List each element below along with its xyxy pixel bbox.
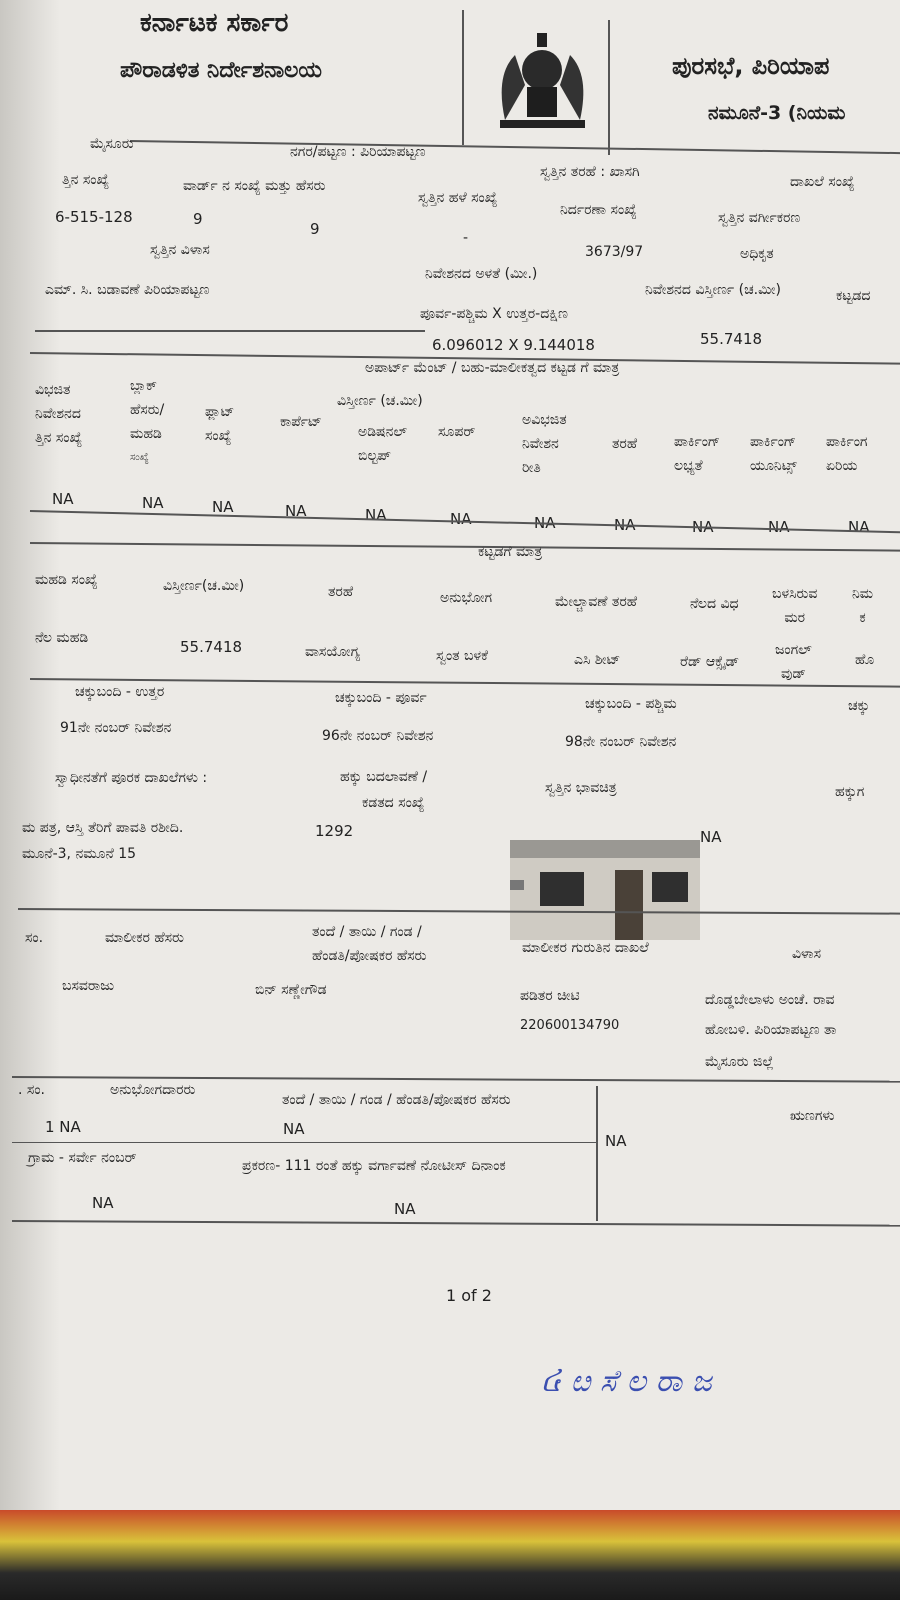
apt-header-10: ಪಾರ್ಕಿಂಗ್ ಯೂನಿಟ್ಸ್ <box>750 434 797 474</box>
handwritten-signature: ៤ ೞ ಸೆ ಲ ರಾ ಜ <box>540 1364 712 1399</box>
address: ಎಮ್. ಸಿ. ಬಡಾವಣೆ ಪಿರಿಯಾಪಟ್ಟಣ <box>45 282 210 298</box>
divider <box>35 330 425 332</box>
building-header: ಮೇಲ್ಚಾವಣೆ ತರಹೆ <box>555 594 638 610</box>
area-label: ನಿವೇಶನದ ವಿಸ್ತೀರ್ಣ (ಚ.ಮೀ) <box>645 282 781 298</box>
rights-value: NA <box>700 828 722 846</box>
apt-value: NA <box>848 518 870 536</box>
owner-name-label: ಮಾಲೀಕರ ಹೆಸರು <box>105 930 184 946</box>
west-value: 98ನೇ ನಂಬರ್ ನಿವೇಶನ <box>565 734 677 750</box>
reg-no: 3673/97 <box>585 244 644 260</box>
municipality-title: ಪುರಸಭೆ, ಪಿರಿಯಾಪ <box>672 52 830 80</box>
owner-address: ಹೋಬಳಿ. ಪಿರಿಯಾಪಟ್ಟಣ ತಾ <box>705 1022 837 1038</box>
divider <box>30 542 900 552</box>
building-value: ನೆಲ ಮಹಡಿ <box>35 630 89 646</box>
apt-header-11: ಪಾರ್ಕಿಂಗ ಏರಿಯ <box>826 434 868 474</box>
east-value: 96ನೇ ನಂಬರ್ ನಿವೇಶನ <box>322 728 434 744</box>
building-header: ನೆಲದ ವಿಧ <box>690 596 739 612</box>
apt-header-8: ತರಹೆ <box>612 436 638 452</box>
apt-header-1: ವಿಭಜಿತ ನಿವೇಶನದ ತ್ತಿನ ಸಂಖ್ಯೆ <box>35 382 83 446</box>
building-header: ತರಹೆ <box>328 584 354 600</box>
apt-value: NA <box>142 494 164 512</box>
building-value: ರೆಡ್ ಆಕ್ಸೈಡ್ <box>680 654 740 670</box>
divider <box>12 1220 900 1227</box>
survey-label: ಗ್ರಾಮ - ಸರ್ವೇ ನಂಬರ್ <box>28 1150 137 1166</box>
building-label: ಕಟ್ಟಡದ <box>836 288 871 304</box>
prop-no: 6-515-128 <box>55 208 133 226</box>
apt-value: NA <box>450 510 472 528</box>
building-value: ವಾಸಯೋಗ್ಯ <box>305 644 361 660</box>
building-header: ಅನುಭೋಗ <box>440 590 493 606</box>
city-label: ನಗರ/ಪಟ್ಟಣ : ಪಿರಿಯಾಪಟ್ಟಣ <box>290 144 426 160</box>
class-label: ಸ್ವತ್ತಿನ ವರ್ಗೀಕರಣ <box>718 210 801 226</box>
owner-parent: ಬಿನ್ ಸಣ್ಣೇಗೌಡ <box>255 982 327 998</box>
apartment-title: ಅಪಾರ್ಟ್ ಮೆಂಟ್ / ಬಹು-ಮಾಲೀಕತ್ವದ ಕಟ್ಟಡ ಗೆ ಮಾತ್ರ <box>365 360 620 376</box>
area-value: 55.7418 <box>700 330 763 348</box>
old-no: - <box>463 230 469 246</box>
building-header: ಮಹಡಿ ಸಂಖ್ಯೆ <box>35 572 98 588</box>
owner-sno-label: ಸಂ. <box>25 930 44 946</box>
occupant-parent: NA <box>283 1120 305 1138</box>
north-label: ಚಕ್ಕುಬಂದಿ - ಉತ್ತರ <box>75 684 165 700</box>
east-label: ಚಕ್ಕುಬಂದಿ - ಪೂರ್ವ <box>335 690 427 706</box>
divider <box>462 10 464 145</box>
occupant-row: 1 NA <box>45 1118 81 1136</box>
building-value: 55.7418 <box>180 638 243 656</box>
form-title: ನಮೂನೆ-3 (ನಿಯಮ <box>708 102 846 124</box>
apt-header-6: ಸೂಪರ್ <box>438 424 476 440</box>
transfer-label: ಹಕ್ಕು ಬದಲಾವಣೆ / ಕಡತದ ಸಂಖ್ಯೆ <box>340 769 428 811</box>
building-header: ನಿಮ ಕ <box>852 586 874 626</box>
notice-label: ಪ್ರಕರಣ- 111 ರಂತೆ ಹಕ್ಕು ವರ್ಗಾವಣೆ ನೋಟೀಸ್ ದಿನಾಂಕ <box>242 1158 506 1174</box>
occ-sno-label: . ಸಂ. <box>18 1082 45 1098</box>
survey-value: NA <box>92 1194 114 1212</box>
ward-label: ವಾರ್ಡ್ ನ ಸಂಖ್ಯೆ ಮತ್ತು ಹೆಸರು <box>183 178 326 194</box>
page-number: 1 of 2 <box>446 1286 492 1305</box>
apt-value: NA <box>768 518 790 536</box>
owner-id-label: ಮಾಲೀಕರ ಗುರುತಿನ ದಾಖಲೆ <box>522 940 649 956</box>
building-value: ಸ್ವಂತ ಬಳಕೆ <box>436 648 488 664</box>
divider <box>18 908 900 915</box>
dims-value: 6.096012 X 9.144018 <box>432 336 595 354</box>
prop-no-label: ತ್ತಿನ ಸಂಖ್ಯೆ <box>62 172 110 188</box>
govt-title: ಕರ್ನಾಟಕ ಸರ್ಕಾರ <box>140 8 289 38</box>
divider <box>608 20 610 155</box>
apt-value: NA <box>285 502 307 520</box>
building-value: ಹೊ <box>855 652 875 668</box>
occ-parent-label: ತಂದೆ / ತಾಯಿ / ಗಂಡ / ಹೆಂಡತಿ/ಪೋಷಕರ ಹೆಸರು <box>282 1092 511 1108</box>
building-header: ಬಳಸಿರುವ ಮರ <box>772 586 818 626</box>
apartment-area-group: ವಿಸ್ತೀರ್ಣ (ಚ.ಮೀ) <box>337 393 423 409</box>
doc-item: ಮ ಪತ್ರ, ಆಸ್ತಿ ತೆರಿಗೆ ಪಾವತಿ ರಶೀದಿ. <box>22 820 184 836</box>
apt-value: NA <box>365 506 387 524</box>
old-no-label: ಸ್ವತ್ತಿನ ಹಳೆ ಸಂಖ್ಯೆ <box>418 190 498 206</box>
occupant-label: ಅನುಭೋಗದಾರರು <box>110 1082 196 1098</box>
docs-label: ಸ್ವಾಧೀನತೆಗೆ ಪೂರಕ ದಾಖಲೆಗಳು : <box>55 770 208 786</box>
apt-header-9: ಪಾರ್ಕಿಂಗ್ ಲಭ್ಯತೆ <box>674 434 721 474</box>
west-label: ಚಕ್ಕುಬಂದಿ - ಪಶ್ಚಿಮ <box>585 696 677 712</box>
owner-addr-label: ವಿಳಾಸ <box>792 946 822 962</box>
ward-name: 9 <box>310 220 320 238</box>
notice-value: NA <box>394 1200 416 1218</box>
apt-header-2: ಬ್ಲಾಕ್ ಹೆಸರು/ ಮಹಡಿ ಸಂಖ್ಯೆ <box>130 378 165 463</box>
background-surface <box>0 1510 900 1600</box>
owner-parent-label: ತಂದೆ / ತಾಯಿ / ಗಂಡ / ಹೆಂಡತಿ/ಪೋಷಕರ ಹೆಸರು <box>312 924 427 964</box>
liabilities-label: ಋಣಗಳು <box>790 1108 835 1124</box>
dims-sub: ಪೂರ್ವ-ಪಶ್ಚಿಮ X ಉತ್ತರ-ದಕ್ಷಿಣ <box>420 306 568 322</box>
divider <box>130 140 900 154</box>
building-header: ವಿಸ್ತೀರ್ಣ(ಚ.ಮೀ) <box>163 578 245 594</box>
dims-label: ನಿವೇಶನದ ಅಳತೆ (ಮೀ.) <box>425 266 538 282</box>
apt-header-4: ಕಾರ್ಪೆಟ್ <box>280 414 322 430</box>
reg-no-label: ನಿರ್ದರಣಾ ಸಂಖ್ಯೆ <box>560 202 637 218</box>
apt-value: NA <box>212 498 234 516</box>
divider <box>12 1142 596 1143</box>
page-shadow <box>0 0 60 1510</box>
district: ಮೈಸೂರು <box>90 136 134 152</box>
liabilities-value: NA <box>605 1132 627 1150</box>
dept-title: ಪೌರಾಡಳಿತ ನಿರ್ದೇಶನಾಲಯ <box>120 58 322 83</box>
building-title: ಕಟ್ಟಡಗೆ ಮಾತ್ರ <box>478 544 543 560</box>
south-label: ಚಕ್ಕು <box>848 698 870 714</box>
rights-label: ಹಕ್ಕುಗ <box>835 784 865 800</box>
entry-label: ದಾಖಲೆ ಸಂಖ್ಯೆ <box>790 174 855 190</box>
owner-id-number: 220600134790 <box>520 1018 620 1033</box>
owner-id-type: ಪಡಿತರ ಚೀಟಿ <box>520 988 580 1004</box>
property-photo <box>510 840 700 940</box>
address-label: ಸ್ವತ್ತಿನ ವಿಳಾಸ <box>150 242 210 258</box>
apt-header-3: ಫ್ಲಾಟ್ ಸಂಖ್ಯೆ <box>205 404 235 444</box>
ward-no: 9 <box>193 210 203 228</box>
type-label: ಸ್ವತ್ತಿನ ತರಹೆ : ಖಾಸಗಿ <box>540 164 640 180</box>
owner-address: ಮೈಸೂರು ಜಿಲ್ಲೆ <box>705 1054 774 1070</box>
owner-name: ಬಸವರಾಜು <box>62 978 115 994</box>
class-value: ಅಧಿಕೃತ <box>740 246 774 262</box>
apt-value: NA <box>52 490 74 508</box>
divider <box>596 1086 598 1221</box>
building-value: ಜಂಗಲ್ ವುಡ್ <box>775 642 812 682</box>
north-value: 91ನೇ ನಂಬರ್ ನಿವೇಶನ <box>60 720 172 736</box>
state-emblem-icon <box>485 25 600 135</box>
doc-item: ಮೂನೆ-3, ನಮೂನೆ 15 <box>22 846 137 862</box>
owner-address: ದೊಡ್ಡಬೇಲಾಳು ಅಂಚೆ. ರಾವ <box>705 992 835 1008</box>
building-value: ಎಸಿ ಶೀಟ್ <box>574 652 621 668</box>
apt-header-5: ಅಡಿಷನಲ್ ಬಿಲ್ಟಪ್ <box>358 424 407 464</box>
apt-header-7: ಅವಿಭಜಿತ ನಿವೇಶನ ರೀತಿ <box>522 412 567 476</box>
transfer-number: 1292 <box>315 822 354 840</box>
photo-label: ಸ್ವತ್ತಿನ ಭಾವಚಿತ್ರ <box>545 780 617 796</box>
